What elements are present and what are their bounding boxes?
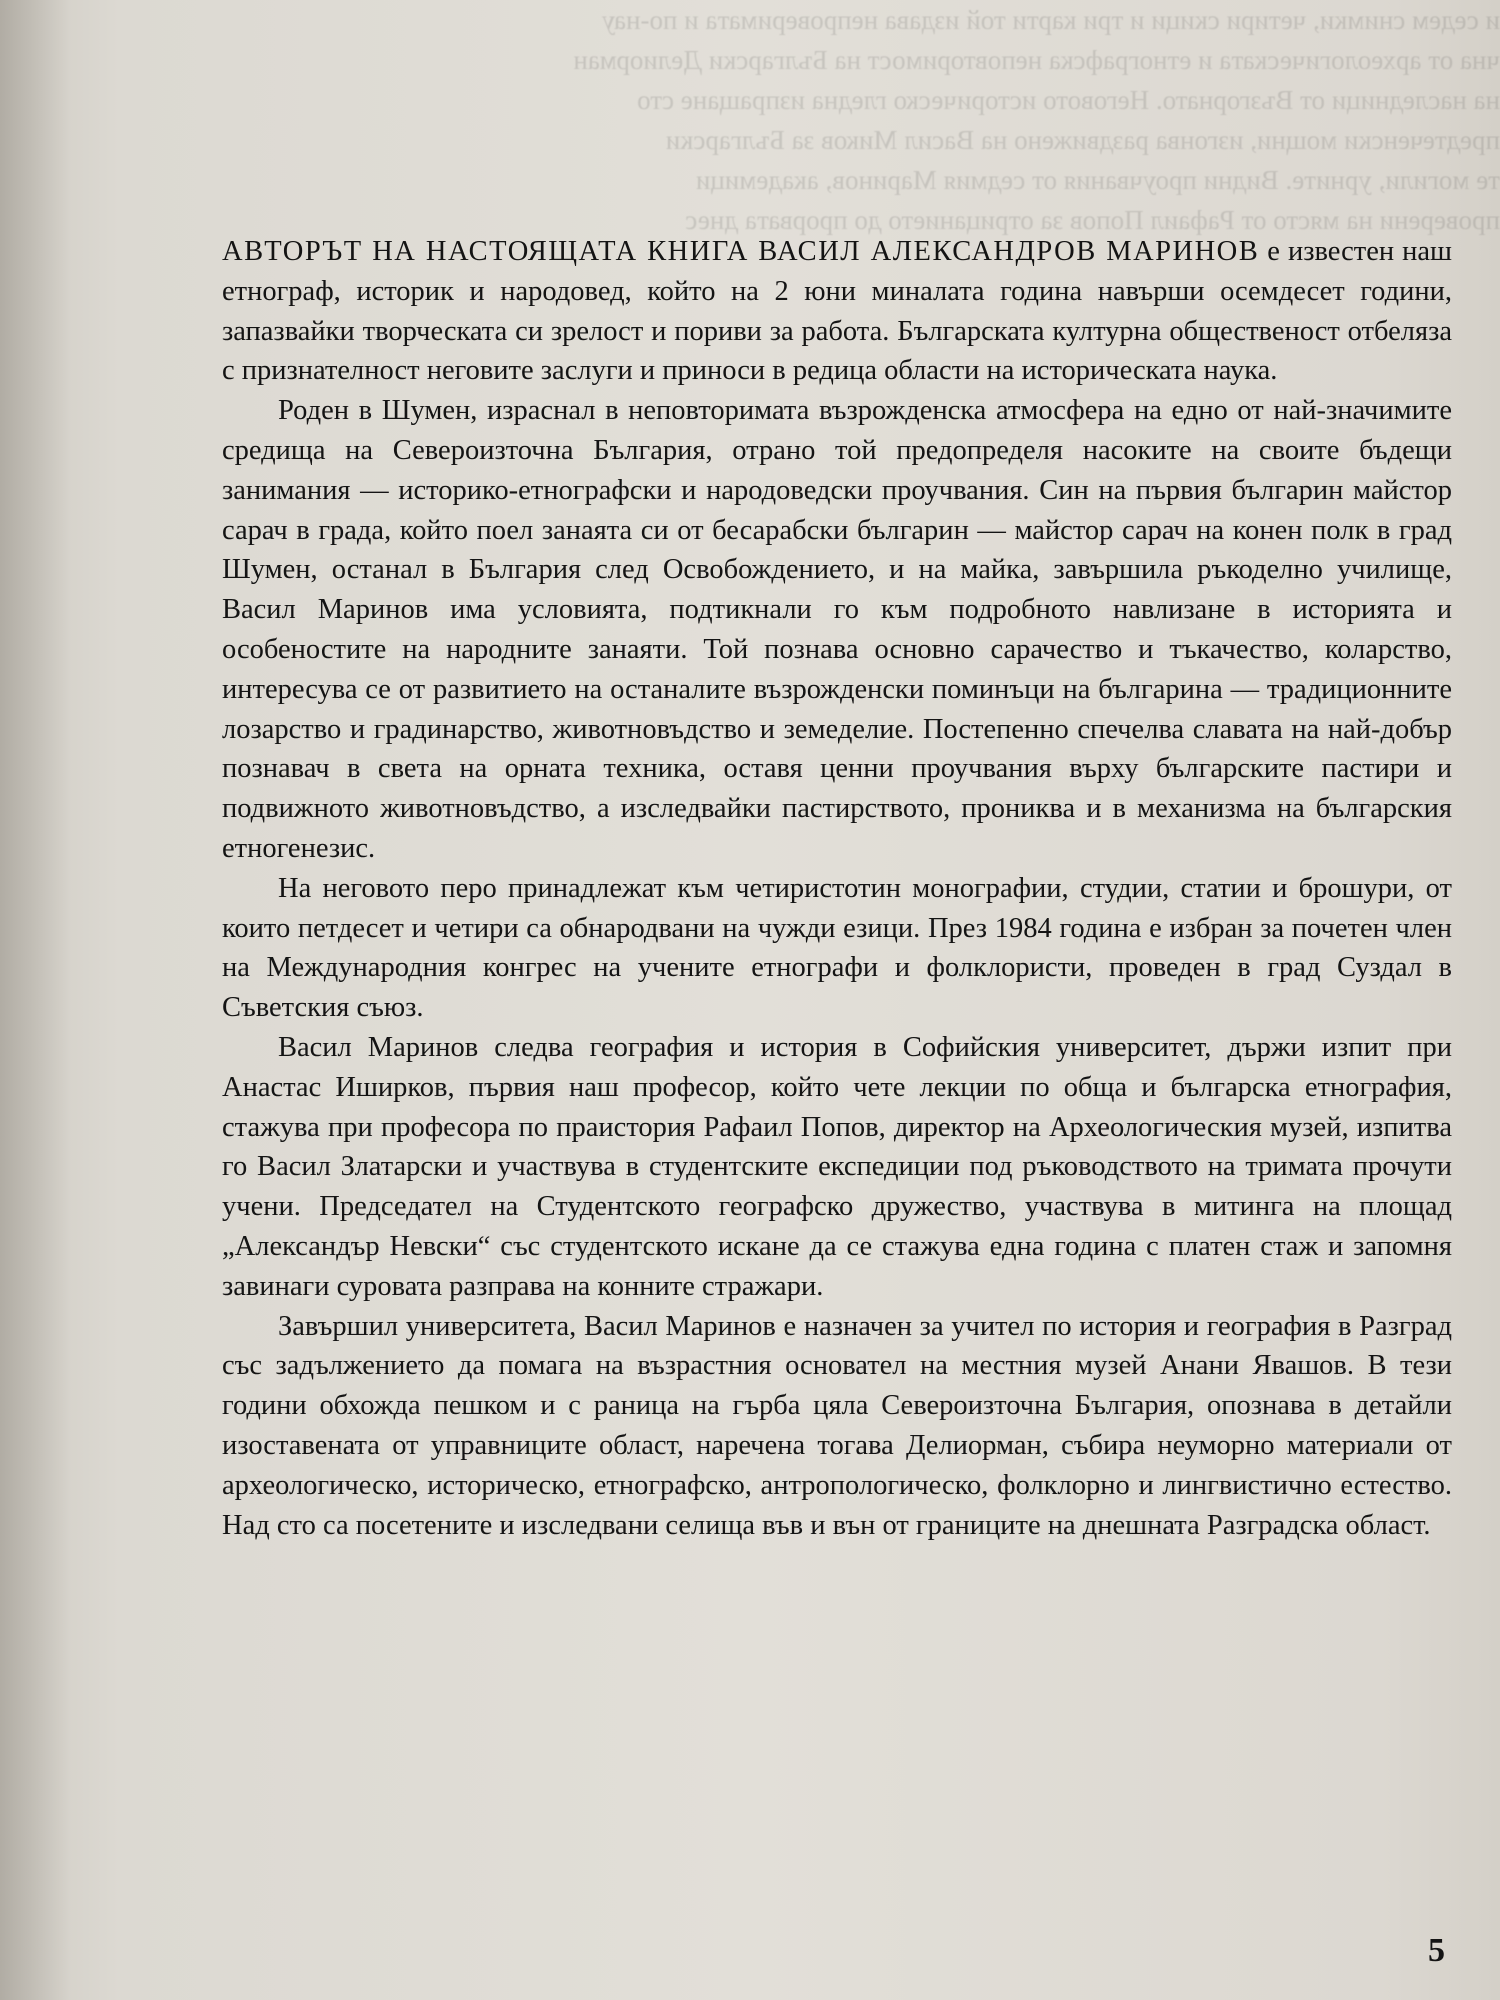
bleed-line: и седем снимки, четири скици и три карти той издава непроверимата и по-нау (601, 5, 1500, 35)
body-text (222, 232, 1452, 1545)
paragraph: Завършил университета, Васил Маринов е назначен за учител по история и география в Разград със задължението да помага на възрастния основател на местния музей Анани Явашов. В тези години обхожда пешком и с раница на гърба цяла Североизточна България, опознава в детайли изоставената от управниците област, наречена тогава Делиорман, събира неуморно материали от археологическо, историческо, етнографско, антропологическо, фолклорно и лингвистично естество. Над сто са посетените и изследвани селища във и вън от границите на днешната Разградска област. (222, 1310, 1452, 1541)
lead-caps: АВТОРЪТ НА НАСТОЯЩАТА КНИГА ВАСИЛ АЛЕКСАНДРОВ МАРИНОВ (222, 236, 1260, 267)
paragraph-intro (222, 232, 1452, 391)
bleed-line: проверени на място от Рафаил Попов за отрицанието до прорвата днес (685, 205, 1500, 235)
bleed-line: те могили, урните. Видни проучвания от седмия Маринов, академици (695, 165, 1500, 195)
paragraph: На неговото перо принадлежат към четиристотин монографии, студии, статии и брошури, от които петдесет и четири са обнародвани на чужди езици. През 1984 година е избран за почетен член на Международния конгрес на учените етнографи и фолклористи, проведен в град Суздал в Съветския съюз. (222, 872, 1452, 1024)
paragraph: Роден в Шумен, израснал в неповторимата възрожденска атмосфера на едно от най-значимите средища на Североизточна България, отрано той предопределя насоките на своите бъдещи занимания — историко-етнографски и народоведски проучвания. Син на първия българин майстор сарач в града, който поел занаята си от бесарабски българин — майстор сарач на конен полк в град Шумен, останал в България след Освобождението, и на майка, завършила ръкоделно училище, Васил Маринов има условията, подтикнали го към подробното навлизане в историята и особеностите на народните занаяти. Той познава основно сарачество и тъкачество, коларство, интересува се от развитието на останалите възрожденски поминъци на българина — традиционните лозарство и градинарство, животновъдство и земеделие. Постепенно спечелва славата на най-добър познавач в света на орната техника, оставя ценни проучвания върху българските пастири и подвижното животновъдство, а изследвайки пастирството, прониква и в механизма на българския етногенезис. (222, 395, 1452, 864)
spine-shadow (0, 0, 70, 2000)
bleed-through-text (60, 0, 1500, 240)
page-number: 5 (1428, 1932, 1445, 1969)
bleed-line: чна от археологическата и етнографска неповторимост на Български Делиорман (573, 45, 1500, 75)
paragraph-text: е известен наш етнограф, историк и народовед, който на 2 юни миналата година навърши осемдесет години, запазвайки творческата си зрелост и пориви за работа. Българската културна общественост отбеляза с признателност неговите заслуги и приноси в редица области на историческата наука. (222, 236, 1452, 387)
bleed-line: предтеченски мощни, изгонва раздвижено на Васил Миков за Български (665, 125, 1500, 155)
bleed-line: на наследници от Възгорнато. Неговото историческо гледна изпращане сто (637, 85, 1500, 115)
paragraph: Васил Маринов следва география и история в Софийския университет, държи изпит при Анастас Иширков, първия наш професор, който чете лекции по обща и българска етнография, стажува при професора по праистория Рафаил Попов, директор на Археологическия музей, изпитва го Васил Златарски и участвува в студентските експедиции под ръководството на тримата прочути учени. Председател на Студентското географско дружество, участвува в митинга на площад „Александър Невски“ със студентското искане да се стажува една година с платен стаж и запомня завинаги суровата разправа на конните стражари. (222, 1031, 1452, 1302)
